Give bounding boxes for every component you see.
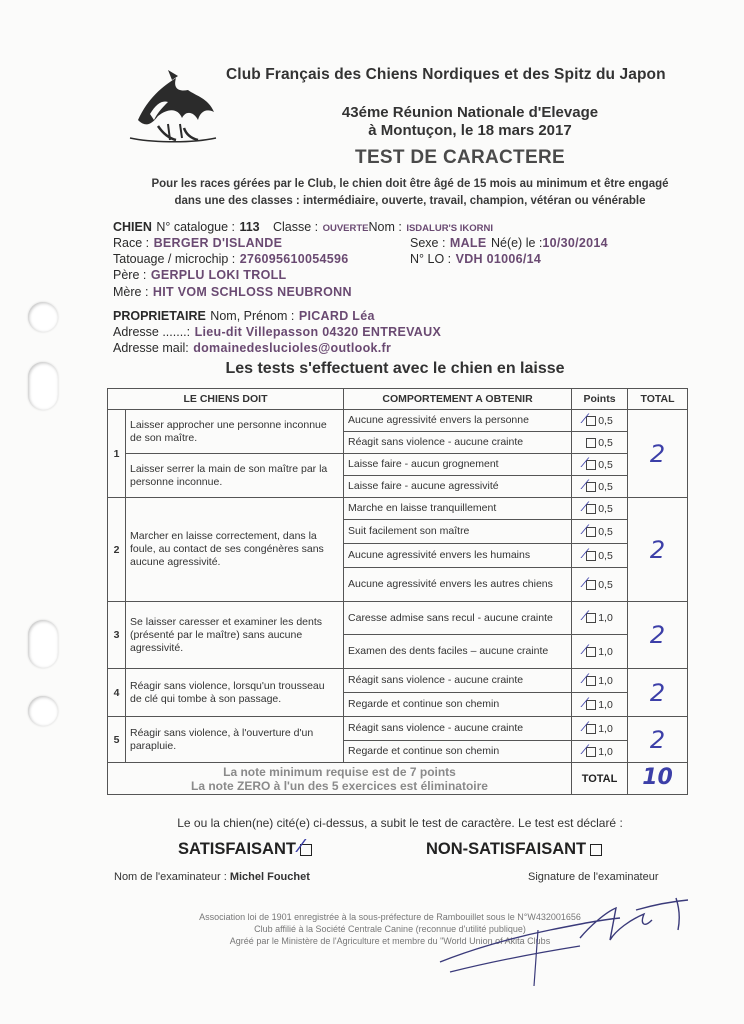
behavior-item: Réagit sans violence - aucune crainte [344, 432, 572, 454]
points-cell [572, 498, 628, 520]
points-value: 0,5 [598, 436, 613, 449]
behavior-item: Laisse faire - aucune agressivité [344, 476, 572, 498]
section-total [628, 602, 688, 669]
tatouage-value: 276095610054596 [239, 252, 349, 266]
points-value: 0,5 [598, 578, 613, 591]
lo-label: N° LO : [410, 252, 452, 266]
points-value: 1,0 [598, 674, 613, 687]
address-value: Lieu-dit Villepasson 04320 ENTREVAUX [194, 325, 442, 339]
race-value: BERGER D'ISLANDE [153, 236, 283, 250]
points-cell [572, 410, 628, 432]
punch-hole [28, 362, 58, 410]
owner-name-label: Nom, Prénom : [210, 309, 295, 323]
section-total [628, 410, 688, 498]
table-row [108, 669, 688, 693]
points-cell [572, 741, 628, 763]
check-mark-icon: ⁄ [584, 740, 587, 757]
race-label: Race : [113, 236, 150, 250]
check-mark-icon: ⁄ [584, 520, 587, 537]
intro-line-1: Pour les races gérées par le Club, le chien doit être âgé de 15 mois au minimum et être engagé [151, 178, 669, 190]
address-label: Adresse .......: [113, 325, 191, 339]
points-cell [572, 432, 628, 454]
punch-hole [28, 696, 58, 726]
mail-label: Adresse mail: [113, 341, 189, 355]
pere-row [113, 266, 286, 284]
checkbox [584, 740, 596, 757]
checkbox [584, 409, 596, 426]
points-value: 1,0 [598, 722, 613, 735]
checkbox [584, 693, 596, 710]
classe-label: Classe : [272, 220, 319, 234]
exercise-number: 3 [108, 602, 126, 669]
pere-label: Père : [113, 268, 147, 282]
satisfaisant-label: SATISFAISANT [178, 840, 296, 858]
points-cell [572, 669, 628, 693]
check-mark-icon: ⁄ [584, 544, 587, 561]
handwritten-score: 2 [649, 725, 666, 754]
behavior-item: Suit facilement son maître [344, 520, 572, 544]
handwritten-score: 2 [649, 439, 666, 468]
behavior-item: Aucune agressivité envers la personne [344, 410, 572, 432]
exercise-description: Laisser serrer la main de son maître par la personne inconnue. [126, 454, 344, 498]
declaration-text: Le ou la chien(ne) cité(e) ci-dessus, a subit le test de caractère. Le test est déclaré : [177, 816, 623, 830]
mere-row [113, 283, 352, 301]
nom-label: Nom : [368, 220, 402, 234]
footer-line-3: Agréé par le Ministère de l'Agriculture et membre du "World Union of Akita Clubs [229, 936, 551, 946]
table-row [108, 717, 688, 741]
non-satisfaisant-label: NON-SATISFAISANT [426, 840, 587, 858]
exercise-number: 5 [108, 717, 126, 763]
check-mark-icon: ⁄ [584, 497, 587, 514]
catalogue-value: 113 [239, 220, 260, 234]
check-mark-icon: ⁄ [584, 640, 587, 657]
born-label: Né(e) le : [490, 236, 543, 250]
mail-value: domainedeslucioles@outlook.fr [193, 341, 392, 355]
points-cell [572, 520, 628, 544]
points-cell [572, 717, 628, 741]
checkbox [584, 640, 596, 657]
footer-line-2: Club affilié à la Société Centrale Canine (reconnue d'utilité publique) [254, 924, 526, 934]
behavior-item: Examen des dents faciles – aucune crainte [344, 635, 572, 669]
mere-label: Mère : [113, 285, 149, 299]
checkbox [584, 475, 596, 492]
lo-value: VDH 01006/14 [455, 252, 542, 266]
behavior-item: Regarde et continue son chemin [344, 741, 572, 763]
pere-value: GERPLU LOKI TROLL [150, 268, 287, 282]
exercise-number: 1 [108, 410, 126, 498]
points-cell [572, 602, 628, 635]
handwritten-grand-total: 10 [642, 764, 673, 790]
table-row [108, 763, 688, 795]
character-test-table [107, 388, 688, 795]
table-row [108, 498, 688, 520]
mere-value: HIT VOM SCHLOSS NEUBRONN [152, 285, 352, 299]
checkbox [584, 453, 596, 470]
result-satisfaisant [178, 835, 312, 859]
lo-row [410, 250, 541, 268]
points-value: 0,5 [598, 502, 613, 515]
check-mark-icon: ⁄ [584, 453, 587, 470]
points-cell [572, 476, 628, 498]
checkbox [584, 520, 596, 537]
behavior-item: Regarde et continue son chemin [344, 693, 572, 717]
tatouage-label: Tatouage / microchip : [113, 252, 236, 266]
check-mark-icon: ⁄ [584, 573, 587, 590]
sexe-value: MALE [449, 236, 487, 250]
points-cell [572, 635, 628, 669]
header-comportement: COMPORTEMENT A OBTENIR [344, 389, 572, 410]
grand-total-cell [628, 763, 688, 795]
points-value: 0,5 [598, 549, 613, 562]
non-satisfaisant-checkbox [590, 844, 602, 856]
examiner-row [114, 871, 310, 883]
dog-name-value: ISDALUR'S IKORNI [406, 223, 494, 234]
table-row [108, 410, 688, 432]
test-title: TEST DE CARACTERE [355, 147, 565, 168]
behavior-item: Réagit sans violence - aucune crainte [344, 669, 572, 693]
catalogue-label: N° catalogue : [156, 220, 236, 234]
check-mark-icon: ⁄ [584, 409, 587, 426]
owner-mail-row [113, 339, 391, 357]
checkbox [584, 544, 596, 561]
exercise-description: Réagir sans violence, lorsqu'un trousseau de clé qui tombe à son passage. [126, 669, 344, 717]
behavior-item: Aucune agressivité envers les humains [344, 544, 572, 568]
event-title: 43éme Réunion Nationale d'Elevage [341, 104, 599, 121]
proprietaire-label: PROPRIETAIRE [113, 309, 206, 323]
checkbox [584, 607, 596, 624]
note-minimum: La note minimum requise est de 7 points [223, 764, 456, 779]
points-cell [572, 568, 628, 602]
exercise-description: Laisser approcher une personne inconnue de son maître. [126, 410, 344, 454]
exercise-number: 4 [108, 669, 126, 717]
exercise-number: 2 [108, 498, 126, 602]
behavior-item: Laisse faire - aucun grognement [344, 454, 572, 476]
handwritten-score: 2 [649, 535, 666, 564]
header-total: TOTAL [628, 389, 688, 410]
checkbox [584, 497, 596, 514]
check-mark-icon: ⁄ [584, 693, 587, 710]
points-cell [572, 544, 628, 568]
behavior-item: Caresse admise sans recul - aucune crainte [344, 602, 572, 635]
points-value: 1,0 [598, 612, 613, 624]
check-mark-icon: ⁄ [298, 835, 302, 856]
event-location-date: à Montuçon, le 18 mars 2017 [368, 122, 572, 139]
intro-line-2: dans une des classes : intermédiaire, ouverte, travail, champion, vétéran ou vénérable [174, 195, 646, 207]
table-row [108, 454, 688, 476]
check-mark-icon: ⁄ [584, 607, 587, 624]
points-value: 1,0 [598, 645, 613, 658]
points-value: 0,5 [598, 525, 613, 538]
scoring-note [108, 763, 572, 795]
chien-label: CHIEN [113, 220, 152, 234]
exercise-description: Marcher en laisse correctement, dans la foule, au contact de ses congénères sans aucune agressivité. [126, 498, 344, 602]
section-total [628, 498, 688, 602]
handwritten-score: 2 [649, 621, 666, 649]
check-mark-icon: ⁄ [584, 669, 587, 686]
checkbox [584, 573, 596, 590]
points-cell [572, 693, 628, 717]
born-value: 10/30/2014 [542, 236, 608, 250]
section-total [628, 717, 688, 763]
points-value: 1,0 [598, 745, 613, 758]
check-mark-icon: ⁄ [584, 475, 587, 492]
examiner-label: Nom de l'examinateur : [114, 871, 227, 883]
grand-total-label: TOTAL [572, 763, 628, 795]
exercise-description: Se laisser caresser et examiner les dents (présenté par le maître) sans aucune agressivité. [126, 602, 344, 669]
header-points: Points [572, 389, 628, 410]
club-name: Club Français des Chiens Nordiques et des Spitz du Japon [226, 66, 666, 83]
behavior-item: Marche en laisse tranquillement [344, 498, 572, 520]
handwritten-score: 2 [649, 678, 666, 707]
check-mark-icon: ⁄ [584, 717, 587, 734]
owner-name-value: PICARD Léa [298, 309, 375, 323]
classe-value: OUVERTE [322, 223, 369, 234]
footer-line-1: Association loi de 1901 enregistrée à la sous-préfecture de Rambouillet sous le N°W432001656 [199, 912, 581, 922]
satisfaisant-checkbox [298, 835, 312, 856]
note-zero: La note ZERO à l'un des 5 exercices est éliminatoire [191, 778, 488, 793]
examiner-signature [430, 890, 700, 990]
points-value: 0,5 [598, 480, 613, 493]
sexe-label: Sexe : [410, 236, 446, 250]
result-non-satisfaisant [426, 840, 602, 859]
exercise-description: Réagir sans violence, à l'ouverture d'un parapluie. [126, 717, 344, 763]
table-row [108, 602, 688, 635]
behavior-item: Réagit sans violence - aucune crainte [344, 717, 572, 741]
points-cell [572, 454, 628, 476]
points-value: 1,0 [598, 698, 613, 711]
behavior-item: Aucune agressivité envers les autres chiens [344, 568, 572, 602]
signature-label: Signature de l'examinateur [528, 871, 659, 883]
checkbox [584, 717, 596, 734]
points-value: 0,5 [598, 458, 613, 471]
punch-hole [28, 620, 58, 668]
points-value: 0,5 [598, 414, 613, 427]
tests-heading: Les tests s'effectuent avec le chien en laisse [225, 360, 565, 377]
checkbox [584, 669, 596, 686]
club-logo [128, 68, 218, 148]
examiner-name: Michel Fouchet [229, 871, 310, 883]
header-chien-doit: LE CHIENS DOIT [108, 389, 344, 410]
checkbox [586, 438, 596, 448]
section-total [628, 669, 688, 717]
punch-hole [28, 302, 58, 332]
